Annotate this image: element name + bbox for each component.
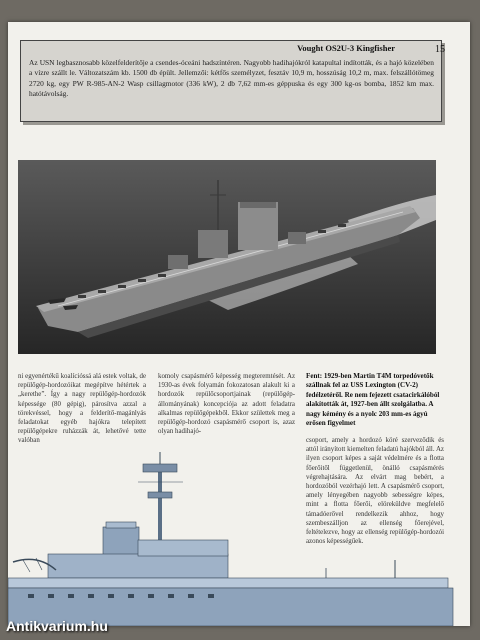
- photo-caption: Fent: 1929-ben Martin T4M torpedóvetők szállnak fel az USS Lexington (CV-2) fedélzetéről. Re nem fejezett csatacirkálóból alakították át, 1927-ben állt szolgálatba. A nagy kémény és a nyolc 203 mm-es ágyú erősen figyelmet: [306, 372, 440, 428]
- caption-title: Vought OS2U-3 Kingfisher: [297, 43, 395, 53]
- watermark: Antikvarium.hu: [6, 618, 108, 634]
- page-number: 15: [435, 44, 445, 55]
- text-column-3: csoport, amely a hordozó köré szerveződik és attól irányított kiemelten feladatú hajókból áll. Az ilyen csoport képes a saját védelmére és a flotta főerőitől függetlenül, önálló csapásmérés végrehajtására. Az elvárt mag bebért, a hordozóból vezérhajó lett. A csapásmérő csoport, amely lényegében nagyobb sebességre képes, mint a flotta főerői, elöreküldve megfelelő támadóerővel rendelkezik ahhoz, hogy szembeszálljon az ellenség főerejével, feltételezve, hogy az ellenség repülőgép-hordozói azonos képességűek.: [306, 437, 444, 546]
- book-page: [8, 22, 470, 626]
- carrier-photo: [18, 160, 436, 354]
- caption-text: Az USN legbasznosabb közelfelderítője a csendes-óceáni hadszíntéren. Nagyobb hadihajókról katapultal indították, és a hajó közelében a vízre szállt le. Változatszám kb. 1500 db épült. Jellemzői: kétfős személyzet, fesztáv 10,9 m, hosszúság 10,2 m, max. felszállótömeg 2720 kg, egy PW R-985-AN-2 Wasp csillagmotor (336 kW), 2 db 7,62 mm-es géppuska és egy 300 kg-os bomba, 1852 km max. hatótávolság.: [29, 58, 434, 99]
- carrier-profile-svg: [8, 442, 470, 626]
- text-column-2: komoly csapásmérő képesség megteremtését. Az 1930-as évek folyamán fokozatosan alakult ki a hordozók repülőcsoportjainak (repülőgép-állományának) koncepciója az adott feladatra alkalmas repülőgépekből. Ekkor születtek meg a repülőgép-hordozó csapásmérő csoport is, azaz olyan hadihajó-: [158, 373, 295, 436]
- text-column-1: ni egyenértékű koalícióssá alá estek voltak, de repülőgép-hordozóikat megépítve hétértek a „kerethe”. Így a nagy repülőgép-hordozók képessége (80 gépig), párosítva azzal a törekvéssel, hogy a felderítő-magánlyás feladatokat egyéb hajókra telepített repülőgépekre ruházzák át, lehetővé tette valóban: [18, 373, 146, 445]
- carrier-profile-drawing: [8, 442, 470, 626]
- aircraft-caption-box: [20, 40, 445, 122]
- carrier-photo-image: [18, 160, 436, 354]
